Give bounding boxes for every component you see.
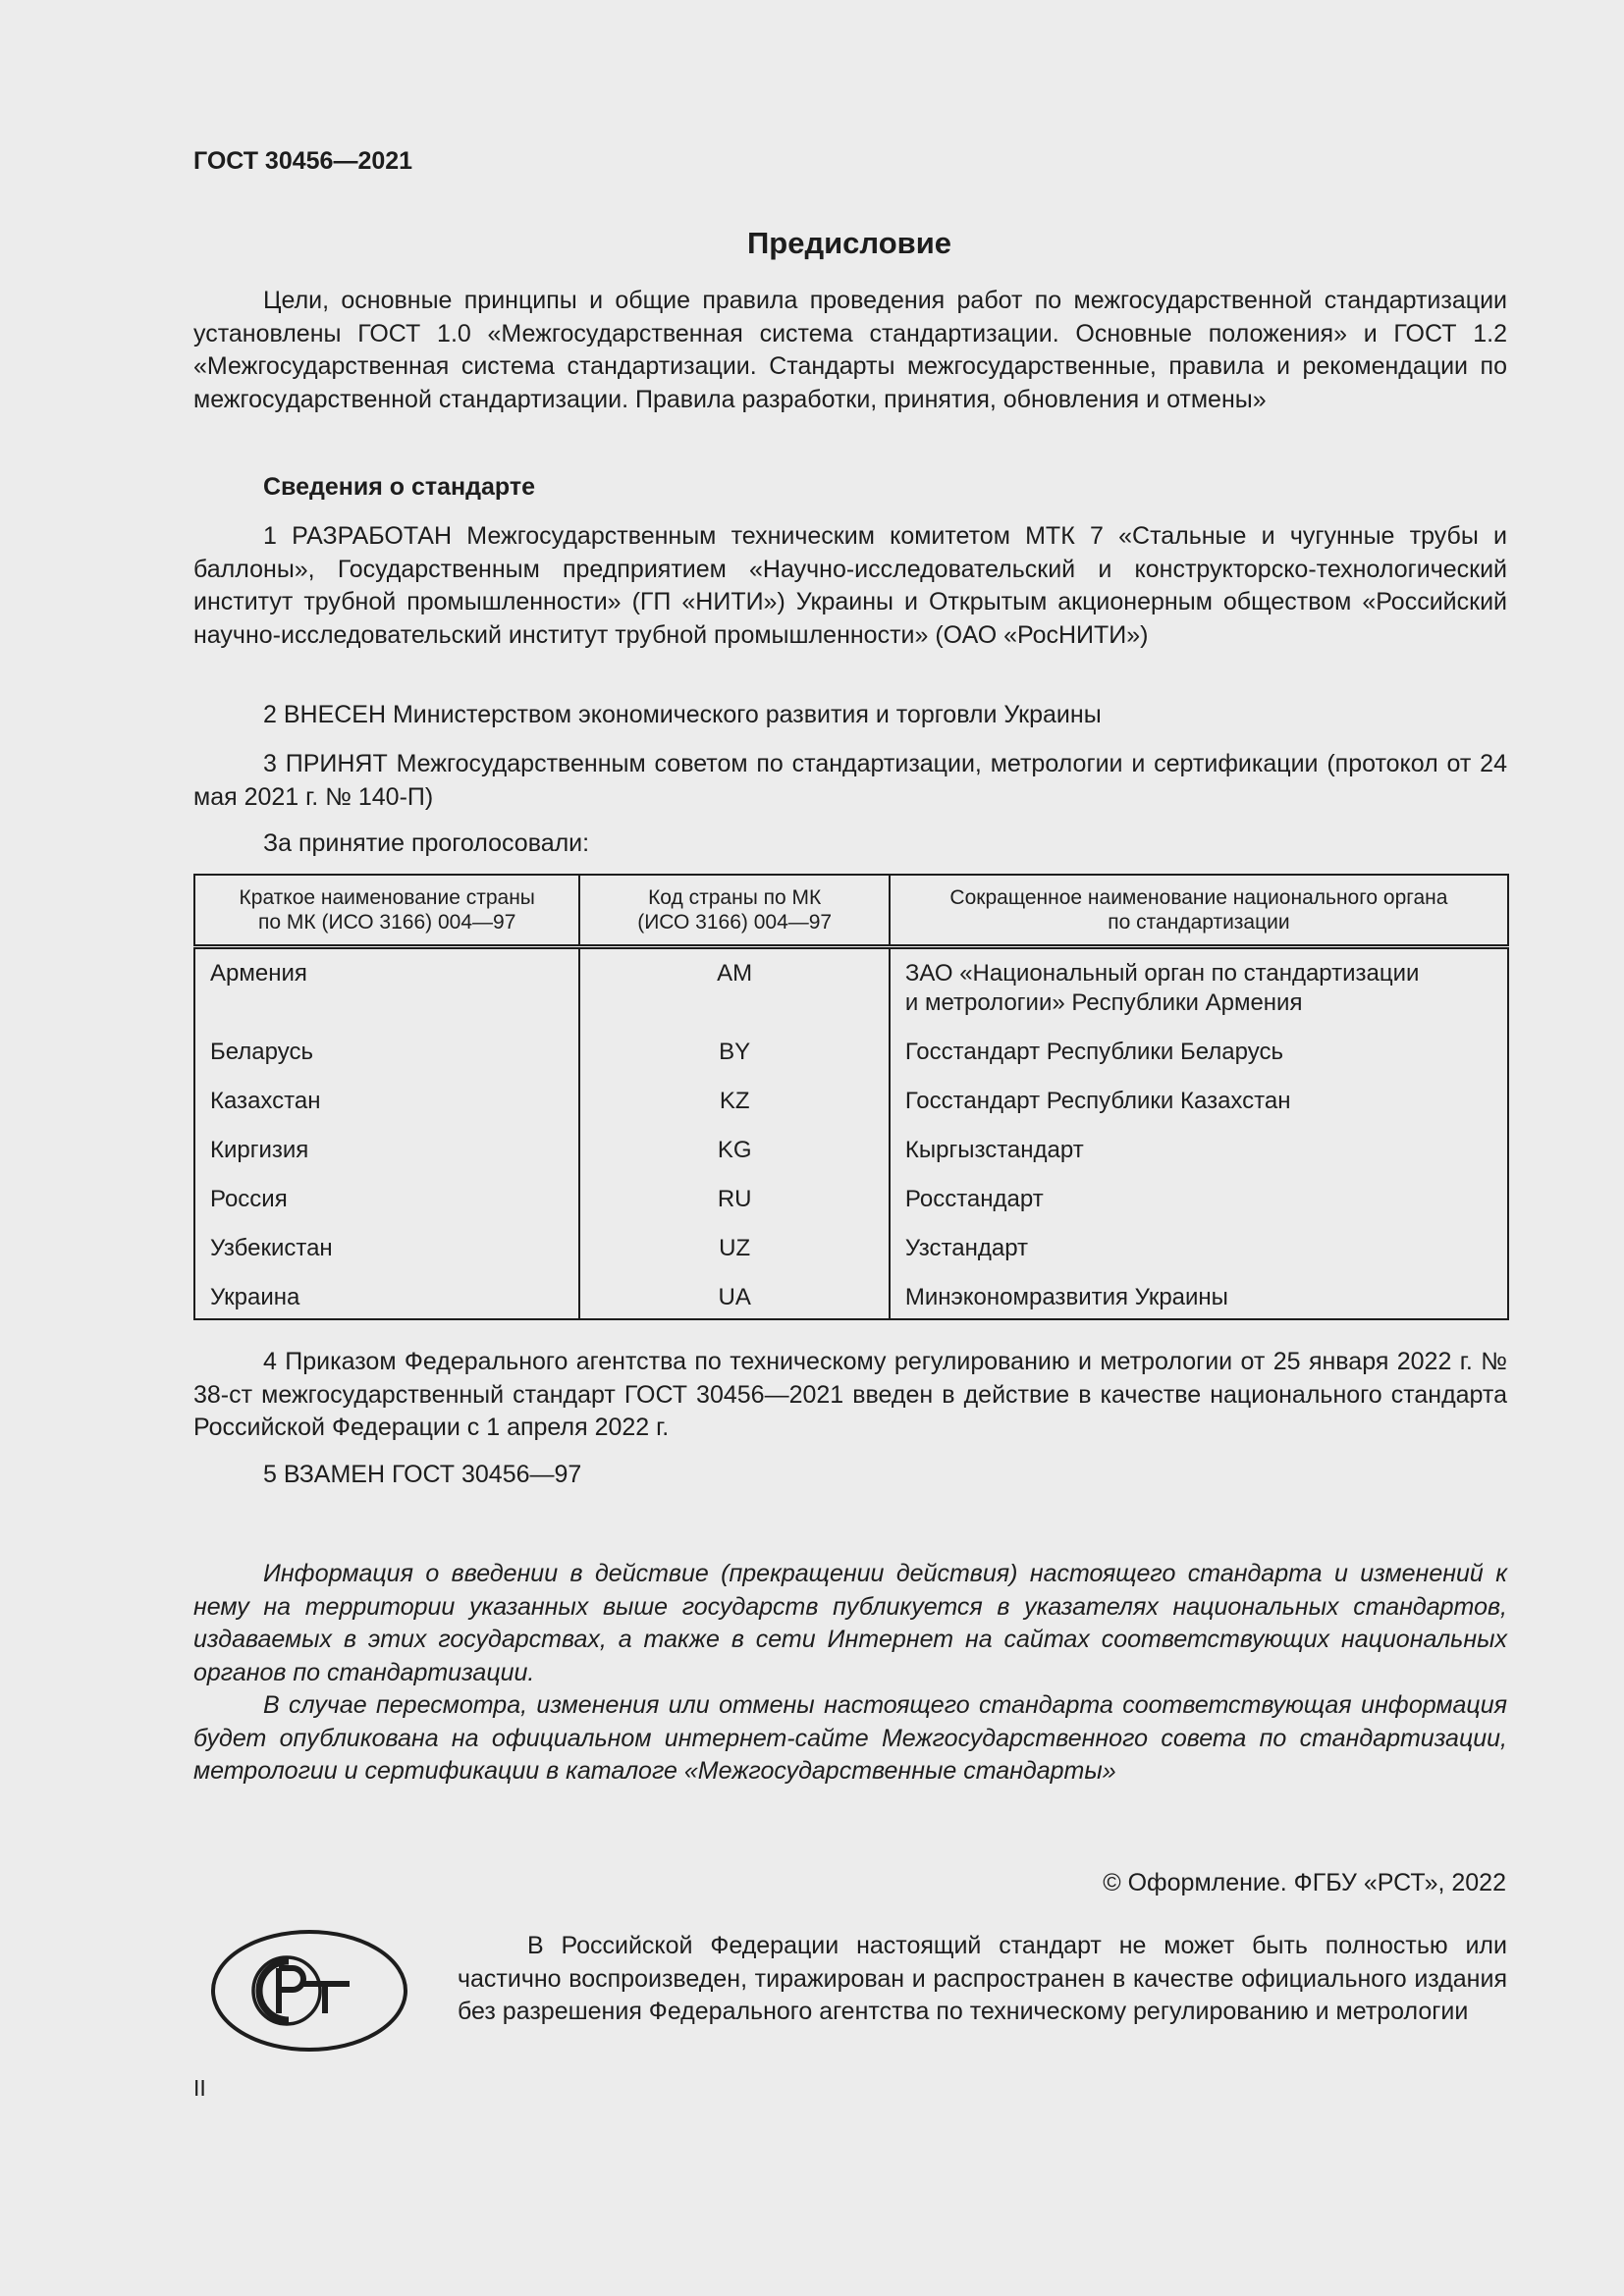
body-cell: Госстандарт Республики Беларусь xyxy=(890,1038,1508,1087)
country-cell: Узбекистан xyxy=(194,1234,579,1283)
table-row xyxy=(194,1038,1508,1087)
table-row xyxy=(194,1185,1508,1234)
header-body: Сокращенное наименование национального органа по стандартизации xyxy=(890,875,1508,947)
voted-label: За принятие проголосовали: xyxy=(263,829,590,857)
code-cell: KG xyxy=(579,1136,889,1185)
body-cell: Росстандарт xyxy=(890,1185,1508,1234)
code-cell: KZ xyxy=(579,1087,889,1136)
standard-info-heading: Сведения о стандарте xyxy=(263,473,536,501)
voting-table xyxy=(193,874,1509,1320)
item-developed: 1 РАЗРАБОТАН Межгосударственным техническим комитетом МТК 7 «Стальные и чугунные трубы и баллоны», Государственным предприятием «Научно-исследовательский и конструкторско-технологический институт трубной промышленности» (ГП «НИТИ») Украины и Открытым акционерным обществом «Российский научно-исследовательский институт трубной промышленности» (ОАО «РосНИТИ») xyxy=(193,522,1507,649)
country-cell: Россия xyxy=(194,1185,579,1234)
table-row xyxy=(194,1087,1508,1136)
item-replaces: 5 ВЗАМЕН ГОСТ 30456—97 xyxy=(263,1461,582,1488)
copyright-line: © Оформление. ФГБУ «РСТ», 2022 xyxy=(1103,1869,1506,1896)
rst-logo-icon xyxy=(210,1929,408,2057)
item-adopted: 3 ПРИНЯТ Межгосударственным советом по стандартизации, метрологии и сертификации (протокол от 24 мая 2021 г. № 140-П) xyxy=(193,750,1507,811)
header-code: Код страны по МК (ИСО 3166) 004—97 xyxy=(579,875,889,947)
body-cell: ЗАО «Национальный орган по стандартизации и метрологии» Республики Армения xyxy=(890,947,1508,1039)
table-header-row xyxy=(194,875,1508,947)
intro-paragraph: Цели, основные принципы и общие правила проведения работ по межгосударственной стандартизации установлены ГОСТ 1.0 «Межгосударственная система стандартизации. Основные положения» и ГОСТ 1.2 «Межгосударственная система стандартизации. Стандарты межгосударственные, правила и рекомендации по межгосударственной стандартизации. Правила разработки, принятия, обновления и отмены» xyxy=(193,287,1507,413)
country-cell: Беларусь xyxy=(194,1038,579,1087)
note-revision: В случае пересмотра, изменения или отмены настоящего стандарта соответствующая информация будет опубликована на официальном интернет-сайте Межгосударственного совета по стандартизации, метрологии и сертификации в каталоге «Межгосударственные стандарты» xyxy=(193,1691,1507,1785)
page-number: II xyxy=(193,2075,206,2101)
table-row xyxy=(194,1234,1508,1283)
table-row xyxy=(194,1283,1508,1319)
body-cell: Минэкономразвития Украины xyxy=(890,1283,1508,1319)
header-country: Краткое наименование страны по МК (ИСО 3166) 004—97 xyxy=(194,875,579,947)
note-info: Информация о введении в действие (прекращении действия) настоящего стандарта и изменений к нему на территории указанных выше государств публикуется в указателях национальных стандартов, издаваемых в этих государствах, а также в сети Интернет на сайтах соответствующих национальных органов по стандартизации. xyxy=(193,1560,1507,1686)
table-row xyxy=(194,1136,1508,1185)
country-cell: Армения xyxy=(194,947,579,1039)
document-code: ГОСТ 30456—2021 xyxy=(193,147,413,175)
code-cell: AM xyxy=(579,947,889,1039)
item-enacted: 4 Приказом Федерального агентства по техническому регулированию и метрологии от 25 января 2022 г. № 38-ст межгосударственный стандарт ГОСТ 30456—2021 введен в действие в качестве национального стандарта Российской Федерации с 1 апреля 2022 г. xyxy=(193,1348,1507,1441)
body-cell: Госстандарт Республики Казахстан xyxy=(890,1087,1508,1136)
country-cell: Киргизия xyxy=(194,1136,579,1185)
body-cell: Кыргызстандарт xyxy=(890,1136,1508,1185)
body-cell: Узстандарт xyxy=(890,1234,1508,1283)
country-cell: Казахстан xyxy=(194,1087,579,1136)
item-introduced: 2 ВНЕСЕН Министерством экономического развития и торговли Украины xyxy=(263,701,1102,728)
country-cell: Украина xyxy=(194,1283,579,1319)
table-row xyxy=(194,947,1508,1039)
code-cell: UA xyxy=(579,1283,889,1319)
legal-notice: В Российской Федерации настоящий стандарт не может быть полностью или частично воспроизведен, тиражирован и распространен в качестве официального издания без разрешения Федерального агентства по техническому регулированию и метрологии xyxy=(458,1932,1507,2025)
code-cell: UZ xyxy=(579,1234,889,1283)
code-cell: RU xyxy=(579,1185,889,1234)
page-title: Предисловие xyxy=(746,226,951,260)
code-cell: BY xyxy=(579,1038,889,1087)
